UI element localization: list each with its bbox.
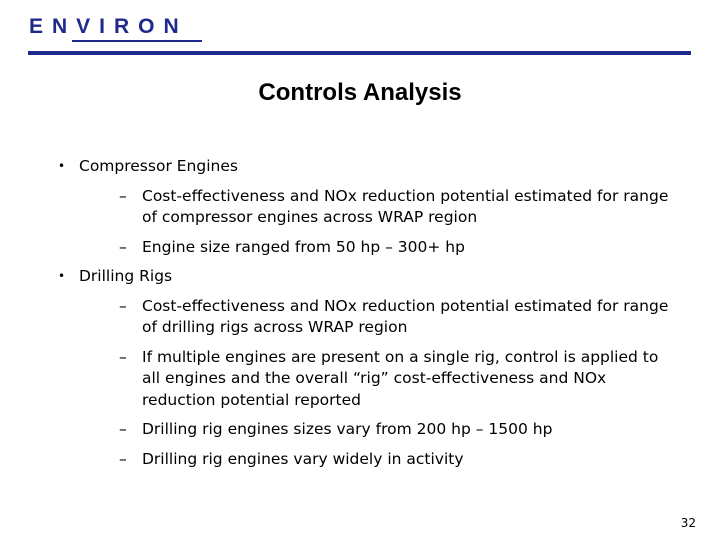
sub-bullet-item xyxy=(58,237,678,259)
page-number: 32 xyxy=(680,516,696,530)
bullet-text: Drilling Rigs xyxy=(79,267,173,285)
dash-icon: – xyxy=(119,186,127,205)
sub-bullet-item xyxy=(58,186,678,229)
logo-text: ENVIRON xyxy=(29,15,188,38)
sub-bullet-item xyxy=(58,347,678,412)
bullet-text: Compressor Engines xyxy=(79,157,238,175)
sub-bullet-text: Drilling rig engines vary widely in activity xyxy=(142,449,464,468)
sub-bullet-text: Cost-effectiveness and NOx reduction potential estimated for range of compressor engines across WRAP region xyxy=(142,186,669,226)
sub-bullet-text: Drilling rig engines sizes vary from 200 hp – 1500 hp xyxy=(142,420,553,438)
slide-title xyxy=(0,79,720,107)
dash-icon: – xyxy=(119,449,127,468)
header-divider xyxy=(28,51,691,55)
sub-bullet-text: Cost-effectiveness and NOx reduction potential estimated for range of drilling rigs across WRAP region xyxy=(142,296,669,336)
sub-bullet-item xyxy=(58,419,678,441)
dash-icon: – xyxy=(119,347,127,366)
sub-bullet-item xyxy=(58,296,678,339)
logo-underline xyxy=(72,40,202,42)
bullet-icon: • xyxy=(58,269,66,283)
sub-bullet-text: If multiple engines are present on a single rig, control is applied to all engines and the overall “rig” cost-effectiveness and NOx reduction potential reported xyxy=(142,347,659,409)
slide-title-text: Controls Analysis xyxy=(258,79,462,106)
dash-icon: – xyxy=(119,237,127,256)
dash-icon: – xyxy=(119,296,127,315)
dash-icon: – xyxy=(119,420,127,438)
sub-bullet-item xyxy=(58,449,678,471)
bullet-list xyxy=(58,156,678,478)
bullet-icon: • xyxy=(58,159,66,173)
sub-bullet-text: Engine size ranged from 50 hp – 300+ hp xyxy=(142,237,465,256)
environ-logo xyxy=(28,14,188,40)
bullet-item-drilling-rigs xyxy=(58,266,678,288)
bullet-item-compressor-engines xyxy=(58,156,678,178)
